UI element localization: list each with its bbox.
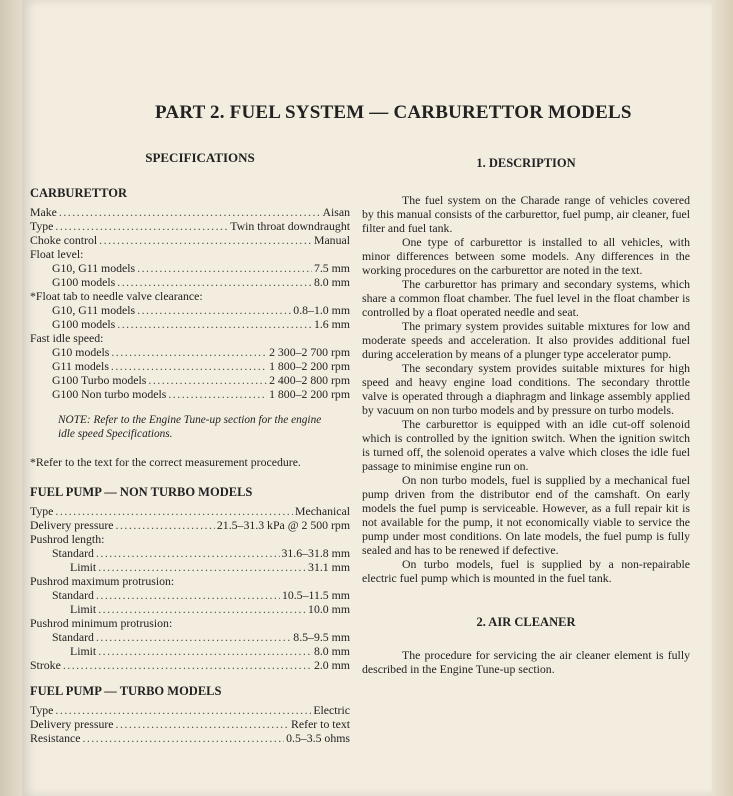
spec-row: [30, 303, 350, 317]
spec-value: Electric: [313, 703, 350, 717]
spec-label: Pushrod length:: [30, 532, 105, 546]
body-paragraph: The secondary system provides suitable mixtures for high speed and heavy engine load conditions. The secondary throttle valve is operated through a diaphragm and linkage assembly applied by vacuum on non turbo models and by pressure on turbo models.: [362, 361, 690, 417]
leader-dots: [111, 345, 267, 359]
spec-row: [30, 518, 350, 532]
spec-row: [30, 261, 350, 275]
body-paragraph: The carburettor has primary and secondary systems, which share a common float chamber. The fuel level in the float chamber is controlled by a float operated needle and seat.: [362, 277, 690, 319]
air-cleaner-heading: 2. AIR CLEANER: [476, 615, 576, 629]
body-paragraph: The fuel system on the Charade range of vehicles covered by this manual consists of the carburettor, fuel pump, air cleaner, fuel filter and fuel tank.: [362, 193, 690, 235]
spec-value: Twin throat downdraught: [230, 219, 350, 233]
spec-label: Pushrod maximum protrusion:: [30, 574, 175, 588]
spec-row: [30, 387, 350, 401]
spec-value: 1 800–2 200 rpm: [269, 387, 350, 401]
spec-row: [30, 602, 350, 616]
spec-row: [30, 731, 350, 745]
spec-row: [30, 630, 350, 644]
spec-row: [30, 359, 350, 373]
spec-row: [30, 574, 350, 588]
spec-row: [30, 345, 350, 359]
spec-value: 1.6 mm: [313, 317, 350, 331]
leader-dots: [117, 275, 312, 289]
spec-label: Type: [30, 219, 54, 233]
carburettor-spec-list: [30, 205, 350, 401]
spec-value: 8.5–9.5 mm: [293, 630, 350, 644]
spec-label: G10, G11 models: [52, 303, 136, 317]
leader-dots: [96, 588, 280, 602]
page-title: PART 2. FUEL SYSTEM — CARBURETTOR MODELS: [155, 102, 632, 123]
leader-dots: [96, 630, 291, 644]
spec-label: Standard: [52, 588, 94, 602]
leader-dots: [116, 717, 290, 731]
measurement-footnote: *Refer to the text for the correct measurement procedure.: [30, 455, 301, 469]
spec-value: 8.0 mm: [313, 275, 350, 289]
air-cleaner-body: [362, 648, 690, 676]
spec-label: Limit: [70, 644, 97, 658]
spec-label: Delivery pressure: [30, 518, 114, 532]
page-right-edge: [712, 0, 733, 796]
leader-dots: [99, 233, 312, 247]
leader-dots: [111, 359, 267, 373]
spec-row: [30, 275, 350, 289]
spec-value: Refer to text: [291, 717, 350, 731]
body-paragraph: The procedure for servicing the air cleaner element is fully described in the Engine Tune-up section.: [362, 648, 690, 676]
spec-label: G10, G11 models: [52, 261, 136, 275]
spec-value: 7.5 mm: [313, 261, 350, 275]
spec-row: [30, 703, 350, 717]
leader-dots: [137, 261, 312, 275]
spec-value: 31.6–31.8 mm: [281, 546, 350, 560]
leader-dots: [148, 373, 267, 387]
spec-label: Limit: [70, 560, 97, 574]
spec-row: [30, 331, 350, 345]
spec-label: Make: [30, 205, 57, 219]
spec-label: Standard: [52, 546, 94, 560]
leader-dots: [63, 658, 312, 672]
spec-row: [30, 532, 350, 546]
spec-value: 0.5–3.5 ohms: [286, 731, 350, 745]
leader-dots: [96, 546, 280, 560]
spec-label: Resistance: [30, 731, 81, 745]
leader-dots: [117, 317, 312, 331]
idle-speed-note: NOTE: Refer to the Engine Tune-up section for the engine idle speed Specifications.: [58, 414, 322, 440]
leader-dots: [116, 518, 215, 532]
spec-label: Fast idle speed:: [30, 331, 104, 345]
specifications-heading: SPECIFICATIONS: [145, 150, 255, 165]
spec-row: [30, 546, 350, 560]
spec-value: Manual: [313, 233, 350, 247]
spec-row: [30, 644, 350, 658]
spec-value: 31.1 mm: [308, 560, 350, 574]
carburettor-heading: CARBURETTOR: [30, 186, 128, 200]
page-binding-edge: [0, 0, 22, 796]
spec-row: [30, 588, 350, 602]
spec-label: Float level:: [30, 247, 84, 261]
leader-dots: [98, 644, 312, 658]
fuel-pump-turbo-spec-list: [30, 703, 350, 745]
leader-dots: [137, 303, 291, 317]
fuel-pump-non-turbo-heading: FUEL PUMP — NON TURBO MODELS: [30, 485, 253, 499]
fuel-pump-non-turbo-spec-list: [30, 504, 350, 672]
spec-value: 10.0 mm: [308, 602, 350, 616]
fuel-pump-turbo-heading: FUEL PUMP — TURBO MODELS: [30, 684, 222, 698]
spec-label: G10 models: [52, 345, 110, 359]
spec-label: G100 Turbo models: [52, 373, 147, 387]
leader-dots: [59, 205, 321, 219]
spec-row: [30, 717, 350, 731]
spec-label: Delivery pressure: [30, 717, 114, 731]
spec-value: 1 800–2 200 rpm: [269, 359, 350, 373]
spec-row: [30, 233, 350, 247]
spec-value: 10.5–11.5 mm: [281, 588, 350, 602]
spec-row: [30, 373, 350, 387]
spec-row: [30, 317, 350, 331]
spec-row: [30, 504, 350, 518]
spec-value: Mechanical: [294, 504, 350, 518]
spec-row: [30, 219, 350, 233]
specifications-column: [30, 150, 350, 745]
body-paragraph: On non turbo models, fuel is supplied by a mechanical fuel pump driven from the distributor end of the camshaft. On early models the fuel pump is serviceable. However, as a full repair kit is not available for the pump, it not economically viable to service the pump under most conditions. On late models, the fuel pump is fully sealed and has to be renewed if defective.: [362, 473, 690, 557]
spec-label: *Float tab to needle valve clearance:: [30, 289, 203, 303]
body-paragraph: One type of carburettor is installed to all vehicles, with minor differences between some models. Any differences in the working procedures on the carburettor are noted in the text.: [362, 235, 690, 277]
spec-label: Limit: [70, 602, 97, 616]
spec-value: 0.8–1.0 mm: [293, 303, 350, 317]
spec-label: Type: [30, 703, 54, 717]
leader-dots: [82, 731, 284, 745]
spec-value: 2 400–2 800 rpm: [269, 373, 350, 387]
leader-dots: [168, 387, 267, 401]
spec-value: Aisan: [322, 205, 350, 219]
spec-row: [30, 560, 350, 574]
spec-label: Stroke: [30, 658, 61, 672]
leader-dots: [55, 703, 311, 717]
spec-value: 8.0 mm: [313, 644, 350, 658]
spec-label: Choke control: [30, 233, 98, 247]
spec-label: G11 models: [52, 359, 109, 373]
spec-label: G100 models: [52, 317, 116, 331]
spec-value: 2.0 mm: [313, 658, 350, 672]
leader-dots: [55, 219, 228, 233]
body-paragraph: The primary system provides suitable mixtures for low and moderate speeds and acceleration. It also provides additional fuel during acceleration by means of a plunger type accelerator pump.: [362, 319, 690, 361]
spec-value: 2 300–2 700 rpm: [269, 345, 350, 359]
body-paragraph: On turbo models, fuel is supplied by a non-repairable electric fuel pump which is mounted in the fuel tank.: [362, 557, 690, 585]
description-column: [362, 150, 690, 676]
spec-value: 21.5–31.3 kPa @ 2 500 rpm: [216, 518, 350, 532]
spec-row: [30, 289, 350, 303]
leader-dots: [98, 602, 306, 616]
spec-label: Standard: [52, 630, 94, 644]
spec-row: [30, 205, 350, 219]
spec-label: Pushrod minimum protrusion:: [30, 616, 173, 630]
leader-dots: [55, 504, 293, 518]
leader-dots: [98, 560, 306, 574]
spec-row: [30, 616, 350, 630]
spec-label: Type: [30, 504, 54, 518]
spec-label: G100 models: [52, 275, 116, 289]
description-heading: 1. DESCRIPTION: [476, 156, 576, 170]
spec-label: G100 Non turbo models: [52, 387, 167, 401]
description-body: [362, 193, 690, 585]
body-paragraph: The carburettor is equipped with an idle cut-off solenoid which is controlled by the ignition switch. When the ignition switch is turned off, the solenoid operates a valve which closes the idle fuel passage to minimise engine run on.: [362, 417, 690, 473]
spec-row: [30, 658, 350, 672]
spec-row: [30, 247, 350, 261]
